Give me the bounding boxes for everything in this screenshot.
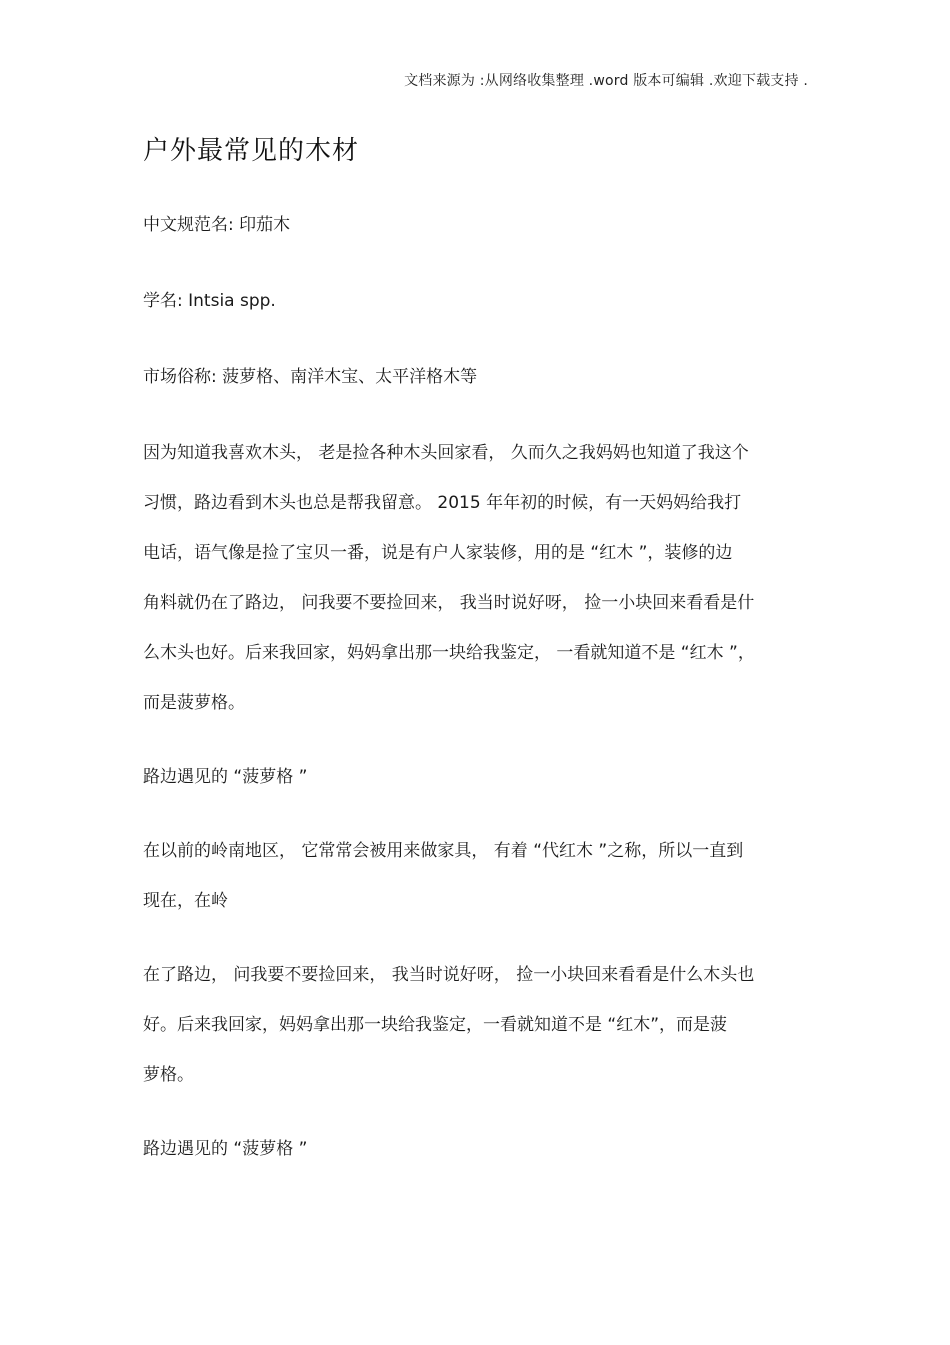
section-heading [143,752,808,802]
field-label: 中文规范名: [143,215,234,235]
text-line: 好。后来我回家，妈妈拿出那一块给我鉴定，一看就知道不是 “红木”，而是菠 [143,1015,728,1035]
text-line: 现在，在岭 [143,891,228,911]
text-line: 路边遇见的 “菠萝格 ” [143,1139,308,1159]
text-line: 因为知道我喜欢木头， 老是捡各种木头回家看， 久而久之我妈妈也知道了我这个 [143,443,749,463]
text-line: 在以前的岭南地区， 它常常会被用来做家具， 有着 “代红木 ”之称，所以一直到 [143,841,744,861]
text-line: 电话，语气像是捡了宝贝一番，说是有户人家装修，用的是 “红木 ”，装修的边 [143,543,733,563]
field-label: 学名: [143,291,183,311]
field-label: 市场俗称: [143,367,217,387]
field-value: 菠萝格、南洋木宝、太平洋格木等 [222,367,478,387]
field-scientific-name [143,276,808,326]
text-line: 在了路边， 问我要不要捡回来， 我当时说好呀， 捡一小块回来看看是什么木头也 [143,965,755,985]
header-note: 文档来源为 :从网络收集整理 .word 版本可编辑 .欢迎下载支持 . [404,73,808,89]
paragraph-history [143,826,808,926]
text-line: 角料就仍在了路边， 问我要不要捡回来， 我当时说好呀， 捡一小块回来看看是什 [143,593,755,613]
field-value: Intsia spp. [188,291,276,311]
text-line: 而是菠萝格。 [143,693,245,713]
page-title: 户外最常见的木材 [143,136,360,166]
text-line: 习惯，路边看到木头也总是帮我留意。 2015 年年初的时候，有一天妈妈给我打 [143,493,742,513]
text-line: 萝格。 [143,1065,194,1085]
field-market-name [143,352,808,402]
paragraph-story [143,428,808,728]
text-line: 路边遇见的 “菠萝格 ” [143,767,308,787]
paragraph-repeat [143,950,808,1100]
field-value: 印茄木 [239,215,291,235]
field-chinese-name [143,200,808,250]
section-heading [143,1124,808,1174]
document-body [143,200,808,1198]
text-line: 么木头也好。后来我回家，妈妈拿出那一块给我鉴定， 一看就知道不是 “红木 ”， [143,643,755,663]
